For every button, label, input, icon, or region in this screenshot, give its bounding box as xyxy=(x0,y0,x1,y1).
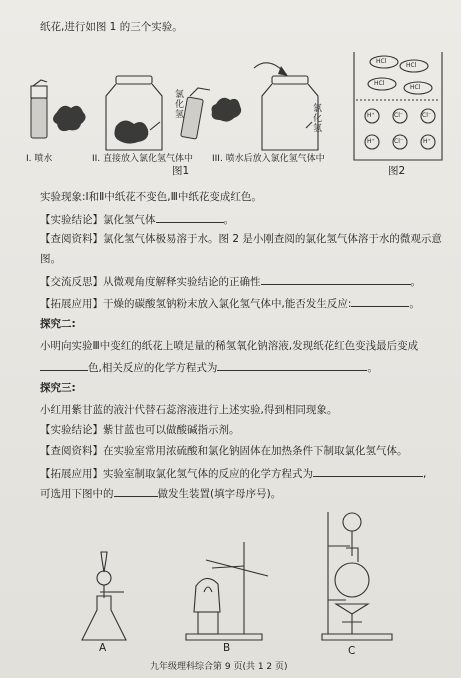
explore3-line1: 小红用紫甘蓝的液汁代替石蕊溶液进行上述实验,得到相同现象。 xyxy=(40,404,338,416)
explore2-line2: 色,相关反应的化学方程式为 。 xyxy=(40,359,378,375)
lookup-line: 【查阅资料】氯化氢气体极易溶于水。图 2 是小刚查阅的氯化氢气体溶于水的微观示意 xyxy=(40,233,442,245)
apply-line: 【拓展应用】干燥的碳酸氢钠粉末放入氯化氢气体中,能否发生反应: 。 xyxy=(40,295,420,311)
lookup-line-cont: 图。 xyxy=(40,253,61,265)
apparatus-label-a: A xyxy=(99,642,107,654)
ion-label: H⁺ xyxy=(367,112,375,119)
intro-line: 纸花,进行如图 1 的三个实验。 xyxy=(40,21,183,33)
molecule-label: HCl xyxy=(410,84,421,91)
bottle-label-2: 氯化氢 xyxy=(175,90,185,120)
apparatus-label-b: B xyxy=(223,642,231,654)
apparatus-a xyxy=(82,552,126,640)
explore2-line1: 小明向实验Ⅲ中变红的纸花上喷足量的稀氢氧化钠溶液,发现纸花红色变浅最后变成 xyxy=(40,340,419,352)
paper-flower-icon xyxy=(212,98,242,122)
answer-blank[interactable] xyxy=(313,465,423,477)
jar-icon xyxy=(106,76,162,150)
lookup3-line: 【查阅资料】在实验室常用浓硫酸和氯化钠固体在加热条件下制取氯化氢气体。 xyxy=(40,445,408,457)
apparatus-label-c: C xyxy=(348,645,356,657)
molecule-label: HCl xyxy=(374,80,385,87)
ion-label: Cl⁻ xyxy=(394,112,404,119)
fig1-label-1: I. 喷水 xyxy=(26,154,53,164)
paper-flower-icon xyxy=(53,106,86,131)
ion-label: H⁺ xyxy=(423,138,431,145)
ion-label: Cl⁻ xyxy=(422,112,432,119)
molecule-label: HCl xyxy=(376,58,387,65)
apply3-line: 【拓展应用】实验室制取氯化氢气体的反应的化学方程式为 , xyxy=(40,465,426,481)
answer-blank[interactable] xyxy=(351,295,409,307)
apparatus-b xyxy=(186,542,268,640)
section-heading-2: 探究二: xyxy=(40,318,76,330)
apply3-line2: 可选用下图中的 做发生装置(填字母序号)。 xyxy=(40,485,281,501)
answer-blank[interactable] xyxy=(40,359,88,371)
answer-blank[interactable] xyxy=(114,485,158,497)
bottle-label-3: 氯化氢 xyxy=(313,104,323,134)
page-footer: 九年级理科综合第 9 页(共 1 2 页) xyxy=(150,662,288,672)
answer-blank[interactable] xyxy=(156,211,224,223)
apparatus-c xyxy=(322,512,392,640)
jar-icon xyxy=(262,76,318,150)
answer-blank[interactable] xyxy=(217,359,367,371)
reflect-line: 【交流反思】从微观角度解释实验结论的正确性 。 xyxy=(40,273,421,289)
spray-bottle-icon xyxy=(181,88,210,139)
ion-label: H⁺ xyxy=(367,138,375,145)
fig1-label-2: II. 直接放入氯化氢气体中 xyxy=(92,154,194,164)
fig1-label-3: III. 喷水后放入氯化氢气体中 xyxy=(212,154,325,164)
section-heading-3: 探究三: xyxy=(40,382,76,394)
fig2-caption: 图2 xyxy=(388,165,406,177)
molecule-label: HCl xyxy=(406,62,417,69)
answer-blank[interactable] xyxy=(261,273,411,285)
spray-bottle-icon xyxy=(31,80,47,138)
conclusion3-line: 【实验结论】紫甘蓝也可以做酸碱指示剂。 xyxy=(40,424,240,436)
conclusion-line: 【实验结论】氯化氢气体 。 xyxy=(40,211,234,227)
ion-label: Cl⁻ xyxy=(394,138,404,145)
fig1-caption: 图1 xyxy=(172,165,190,177)
phenomenon-line: 实验现象:Ⅰ和Ⅱ中纸花不变色,Ⅲ中纸花变成红色。 xyxy=(40,191,262,203)
